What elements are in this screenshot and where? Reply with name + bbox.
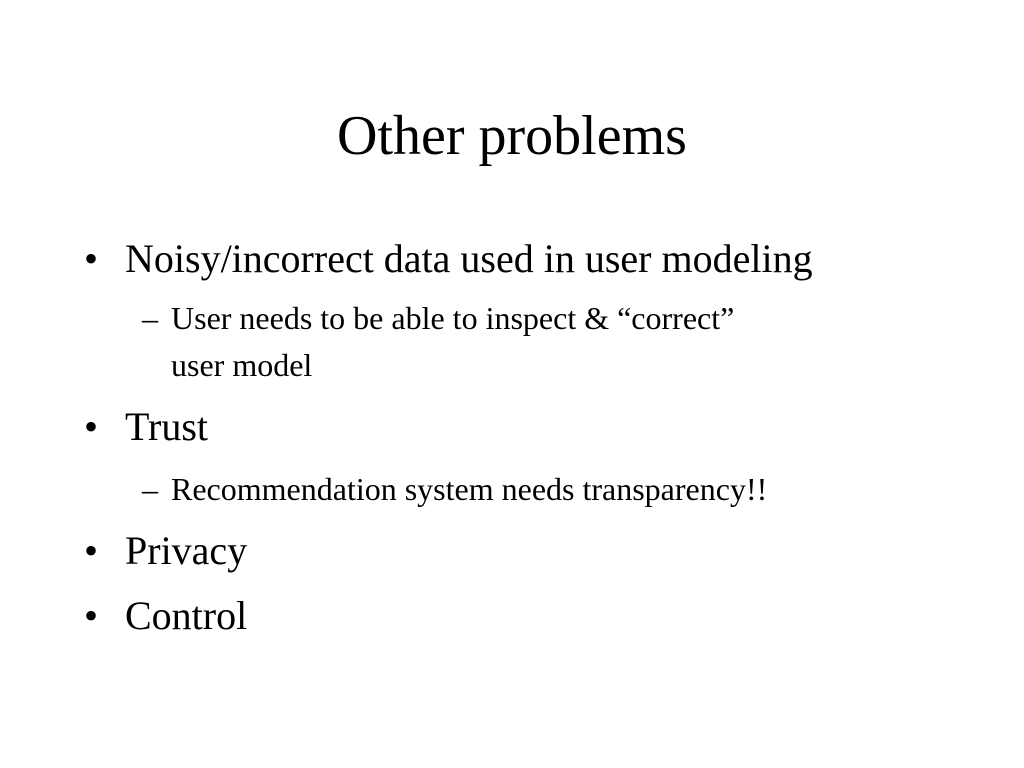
bullet-text: Control: [125, 593, 248, 638]
dash-glyph: –: [142, 300, 158, 336]
dash-glyph: –: [142, 471, 158, 507]
slide-title: Other problems: [337, 105, 687, 167]
subitem-text-line2: user model: [171, 347, 313, 383]
bullet-text: Trust: [125, 404, 209, 449]
bullet-glyph: •: [84, 236, 99, 281]
subitem-text-line1: Recommendation system needs transparency!!: [171, 471, 768, 507]
bullet-glyph: •: [84, 528, 99, 573]
bullet-glyph: •: [84, 593, 99, 638]
bullet-text: Privacy: [125, 528, 248, 573]
bullet-glyph: •: [84, 404, 99, 449]
bullet-text: Noisy/incorrect data used in user modeling: [125, 236, 813, 281]
subitem-text-line1: User needs to be able to inspect & “correct”: [171, 300, 735, 336]
